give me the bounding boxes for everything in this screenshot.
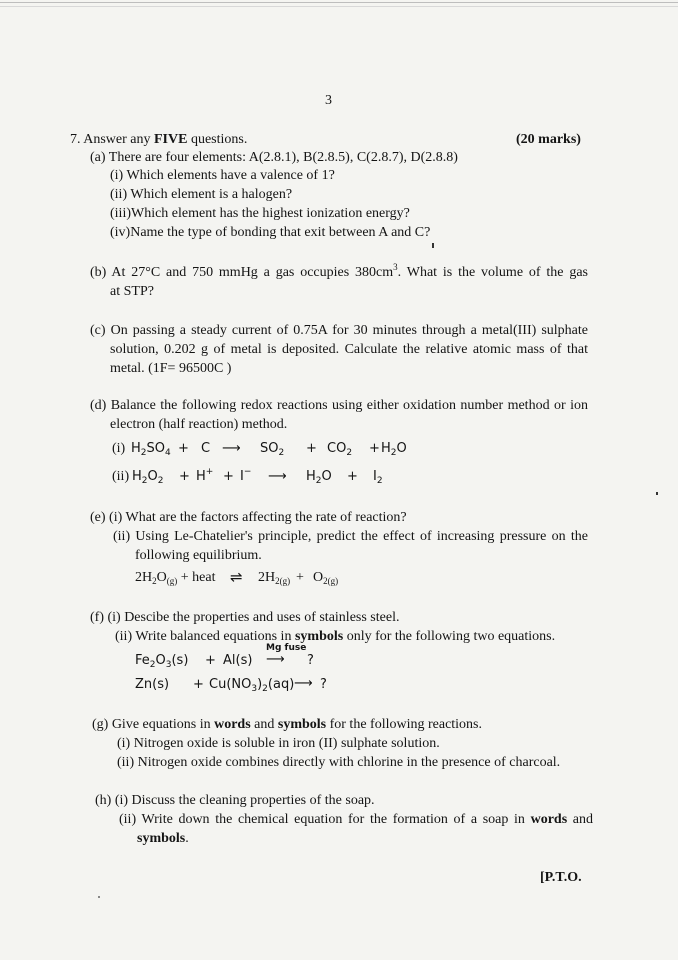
part-a-i: (i) Which elements have a valence of 1? [110,168,335,183]
part-a-iii: (iii)Which element has the highest ionization energy? [110,206,410,221]
part-b-line2: at STP? [110,284,154,299]
question-marks: (20 marks) [516,132,581,147]
eq-arrow: ⟶ [294,676,313,691]
eq-plus: + [193,677,204,692]
part-e-ii-line2: following equilibrium. [135,548,262,563]
eq2-plus-1: + [179,469,190,484]
part-d-line2: electron (half reaction) method. [110,417,288,432]
scan-speck [98,896,100,898]
eq2-reactant-h2o2: $H_2O_2$ [132,469,164,486]
part-c-line2: solution, 0.202 g of metal is deposited. Calculate the relative atomic mass of that [110,342,588,357]
eq-unknown: ? [320,677,327,692]
eq-unknown: ? [307,653,314,668]
eq-condition: Mg fuse [266,643,307,653]
eq2-arrow: ⟶ [268,469,287,484]
part-a-ii: (ii) Which element is a halogen? [110,187,293,202]
scan-speck [432,243,434,248]
eq2-reactant-i-ion: I− [240,467,252,484]
eq1-reactant-c: C [201,441,211,456]
eq-product-o2: $O_{2(g)}$ [313,570,339,586]
eq1-plus-1: + [178,441,189,456]
part-b-line1: (b) At 27°C and 750 mmHg a gas occupies $380cm^3$. What is the volume of the gas [90,262,588,280]
eq-arrow: ⟶ [266,652,285,667]
eq-plus: + [205,653,216,668]
question-header [70,132,247,148]
top-border-line-faint [0,6,678,7]
top-border-line [0,2,678,3]
eq-zinc: Zn(s) [135,677,170,692]
eq1-plus-3: + [369,441,380,456]
part-g-stem: (g) Give equations in words and symbols for the following reactions. [92,717,483,732]
eq-plus: + [296,570,304,585]
eq2-reactant-h-ion: H+ [196,467,214,484]
part-e-ii-line1: (ii) Using Le-Chatelier's principle, predict the effect of increasing pressure on the [113,529,588,544]
eq1-reactant-h2so4: $H_2SO_4$ [131,441,171,458]
eq-product-h2: $2H_{2(g)}$ [258,570,291,586]
eq2-label: (ii) [112,469,130,484]
part-g-ii: (ii) Nitrogen oxide combines directly with chlorine in the presence of charcoal. [117,755,561,770]
question-number: 7. [70,132,81,147]
eq1-plus-2: + [306,441,317,456]
part-a-iv: (iv)Name the type of bonding that exit between A and C? [110,225,431,240]
eq1-product-co2: $CO_2$ [327,441,353,458]
eq2-plus-3: + [347,469,358,484]
part-g-i: (i) Nitrogen oxide is soluble in iron (II) sulphate solution. [117,736,440,751]
eq-reactant-water: $2H_2O_{(g)}$ + heat [135,570,216,586]
eq1-arrow: ⟶ [222,441,241,456]
eq2-product-h2o: $H_2O$ [306,469,332,486]
part-f-ii: (ii) Write balanced equations in symbols only for the following two equations. [115,629,556,644]
part-f-i: (f) (i) Descibe the properties and uses of stainless steel. [90,610,400,625]
part-h-ii-line2: symbols. [137,831,189,846]
part-e-i: (e) (i) What are the factors affecting the rate of reaction? [90,510,407,525]
eq-copper-nitrate: $Cu(NO_3)_2(aq)$ [209,677,295,694]
eq1-label: (i) [112,441,126,456]
eq2-plus-2: + [223,469,234,484]
eq1-product-h2o: $H_2O$ [381,441,407,458]
part-h-i: (h) (i) Discuss the cleaning properties of the soap. [95,793,375,808]
eq-equilibrium-arrow: ⇌ [230,568,243,586]
part-d-line1: (d) Balance the following redox reactions using either oxidation number method or ion [90,398,588,413]
part-c-line3: metal. (1F= 96500C ) [110,361,232,376]
page-number: 3 [325,93,332,108]
part-a-stem: (a) There are four elements: A(2.8.1), B(2.8.5), C(2.8.7), D(2.8.8) [90,150,458,165]
eq-fe2o3: $Fe_2O_3(s)$ [135,653,189,670]
eq1-product-so2: $SO_2$ [260,441,285,458]
part-c-line1: (c) On passing a steady current of 0.75A for 30 minutes through a metal(III) sulphate [90,323,588,338]
scan-speck [656,492,658,495]
question-instruction: Answer any FIVE questions. [83,132,248,147]
eq2-product-i2: $I_2$ [373,469,383,486]
part-h-ii-line1: (ii) Write down the chemical equation for the formation of a soap in words and [119,812,594,827]
please-turn-over: [P.T.O. [540,870,582,885]
eq-aluminium: Al(s) [223,653,253,668]
